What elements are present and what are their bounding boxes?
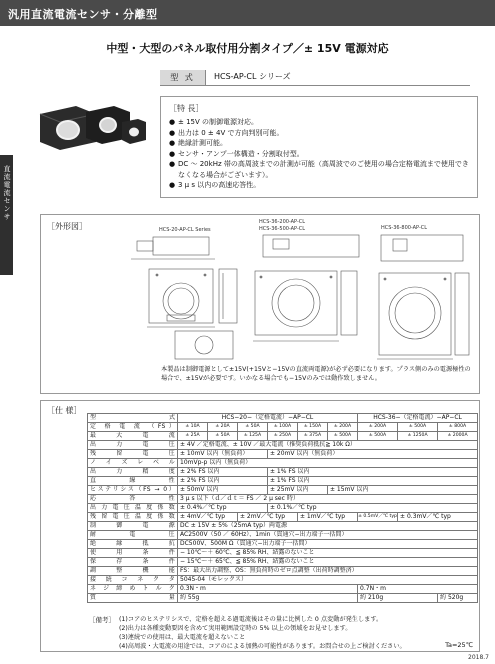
spec-label: 残 留 電 圧 bbox=[88, 450, 178, 459]
spec-label: ノ イ ズ レ ベ ル bbox=[88, 459, 178, 468]
table-cell: ± 150A bbox=[298, 423, 328, 432]
spec-label: ネ ジ 締 め ト ル ク bbox=[88, 585, 178, 594]
table-row bbox=[88, 567, 478, 576]
spec-box bbox=[40, 400, 480, 652]
spec-label: 最 大 電 流 bbox=[88, 432, 178, 441]
table-cell: ± 2mV／℃ typ bbox=[238, 513, 298, 522]
table-cell: ± 50A bbox=[208, 432, 238, 441]
table-row bbox=[88, 531, 478, 540]
table-cell: ± 50A bbox=[238, 423, 268, 432]
spec-label: 出力電圧温度係数 bbox=[88, 504, 178, 513]
outline-caption: HCS-36-200-AP-CL bbox=[259, 219, 306, 225]
table-cell: ± 25mV 以内 bbox=[268, 486, 328, 495]
feature-item: ● ± 15V の制御電源対応。 bbox=[169, 117, 473, 128]
spec-table bbox=[87, 413, 478, 603]
power-note: 本製品は制御電源として±15V(+15Vと−15Vの直流両電源)が必ず必要になります。プラス側のみの電源極性の場合で、±15Vが必要です。いかなる場合でも−15Vのみでは動作致しません。 bbox=[161, 366, 471, 382]
table-row bbox=[88, 522, 478, 531]
table-cell: 10mVp-p 以内（無負荷） bbox=[178, 459, 478, 468]
table-row bbox=[88, 441, 478, 450]
spec-label: 残留電圧温度係数 bbox=[88, 513, 178, 522]
spec-label: 接 続 コ ネ ク タ bbox=[88, 576, 178, 585]
spec-label: 耐 電 圧 bbox=[88, 531, 178, 540]
table-cell: ± 0.3mV／℃ typ bbox=[398, 513, 478, 522]
spec-col-model: 型 式 bbox=[88, 414, 178, 423]
model-label: 型 式 bbox=[160, 70, 206, 85]
remark-item: (2)出力は各種変動要因を含めて実用範囲設定時の 5% 以上の領域をお見せします。 bbox=[119, 625, 352, 632]
table-cell: AC2500V（50 ／ 60Hz）、1min（貫通穴−出力端子一括間） bbox=[178, 531, 478, 540]
spec-label: 調 整 機 能 bbox=[88, 567, 178, 576]
outline-drawing-box bbox=[40, 214, 480, 394]
model-name: HCS-AP-CL シリーズ bbox=[214, 72, 291, 81]
table-cell: ± 2% FS 以内 bbox=[178, 468, 268, 477]
table-row bbox=[88, 423, 478, 432]
table-row bbox=[88, 486, 478, 495]
table-cell: ± 1mV／℃ typ bbox=[298, 513, 358, 522]
spec-label: ヒステリシス（FS → 0） bbox=[88, 486, 178, 495]
product-photo bbox=[36, 92, 148, 154]
table-cell: ± 125A bbox=[238, 432, 268, 441]
table-row bbox=[88, 468, 478, 477]
feature-item: ● 出力は 0 ± 4V で方向判別可能。 bbox=[169, 128, 473, 139]
table-row bbox=[88, 495, 478, 504]
table-cell: ± 0.5mV／℃ typ bbox=[358, 513, 398, 522]
table-cell: ± 800A bbox=[438, 423, 478, 432]
header-band bbox=[0, 0, 495, 26]
table-cell: 5045-04（モレックス） bbox=[178, 576, 478, 585]
outline-caption: HCS-36-800-AP-CL bbox=[381, 225, 428, 231]
spec-label: 直 線 性 bbox=[88, 477, 178, 486]
table-cell: ± 200A bbox=[328, 423, 358, 432]
table-row bbox=[88, 558, 478, 567]
table-row bbox=[88, 594, 478, 603]
side-tab bbox=[0, 155, 13, 275]
remark-item: (1)コアのヒステリシスで、定格を超える過電流後はその量に比例した 0 点変動が発生します。 bbox=[119, 616, 383, 623]
table-cell: DC ± 15V ± 5%（25mA typ）両電源 bbox=[178, 522, 478, 531]
table-cell: ± 0.1%／℃ typ bbox=[268, 504, 478, 513]
spec-label: 制 御 電 源 bbox=[88, 522, 178, 531]
table-cell: 0.3N・m bbox=[178, 585, 358, 594]
spec-label: 使 用 条 件 bbox=[88, 549, 178, 558]
spec-heading: ［仕 様］ bbox=[47, 406, 82, 415]
feature-item: ● センサ・アンプ一体構造・分割取付型。 bbox=[169, 149, 473, 160]
table-cell: FS：最大出力調整、OS：無負荷時のゼロ点調整（出荷時調整済） bbox=[178, 567, 478, 576]
table-cell: ± 100A bbox=[268, 423, 298, 432]
table-cell: 約 210g bbox=[358, 594, 438, 603]
spec-label: 質 量 bbox=[88, 594, 178, 603]
table-cell: DC500V、500M Ω（貫通穴−出力端子一括間） bbox=[178, 540, 478, 549]
feature-item: ● 絶縁計測可能。 bbox=[169, 138, 473, 149]
table-cell: 3 μ s 以下（ｄ／ｄｔ＝ FS ／ 2 μ sec 時） bbox=[178, 495, 478, 504]
table-row bbox=[88, 414, 478, 423]
spec-col-hcs36: HCS-36−（定格電流）−AP−CL bbox=[358, 414, 478, 423]
table-cell: 約 55g bbox=[178, 594, 358, 603]
features-heading: ［特 長］ bbox=[169, 104, 204, 113]
spec-col-hcs20: HCS−20−（定格電流）−AP−CL bbox=[178, 414, 358, 423]
table-row bbox=[88, 540, 478, 549]
table-cell: ± 10mV 以内（無負荷） bbox=[178, 450, 268, 459]
spec-label: 出 力 電 圧 bbox=[88, 441, 178, 450]
spec-label: 応 答 性 bbox=[88, 495, 178, 504]
publish-date: 2018.7 bbox=[468, 654, 489, 661]
table-cell: ± 500A bbox=[328, 432, 358, 441]
spec-label: 出 力 精 度 bbox=[88, 468, 178, 477]
features-box bbox=[160, 96, 478, 198]
table-cell: 0.7N・m bbox=[358, 585, 478, 594]
table-cell: ± 1% FS 以内 bbox=[268, 477, 478, 486]
ambient-temp: Ta=25℃ bbox=[445, 641, 473, 649]
table-row bbox=[88, 576, 478, 585]
outline-heading: ［外形図］ bbox=[47, 222, 87, 231]
feature-item: ● 3 μ s 以内の高速応答性。 bbox=[169, 180, 473, 191]
table-cell: ± 4V ／定格電流、± 10V ／最大電流（推奨負荷抵抗≧ 10k Ω） bbox=[178, 441, 478, 450]
table-row bbox=[88, 549, 478, 558]
table-cell: − 15℃〜＋ 65℃、≦ 85% RH、結露のないこと bbox=[178, 558, 478, 567]
remark-item: (4)高周波・大電流の用途では、コアのによる加熱の可能性があります。お問合せの上ご検討ください。 bbox=[119, 643, 406, 650]
spec-label: 絶 縁 抵 抗 bbox=[88, 540, 178, 549]
table-cell: 約 520g bbox=[438, 594, 478, 603]
table-row bbox=[88, 450, 478, 459]
table-cell: ± 0.4%／℃ typ bbox=[178, 504, 268, 513]
table-cell: ± 500A bbox=[398, 423, 438, 432]
table-cell: − 10℃〜＋ 60℃、≦ 85% RH、結露のないこと bbox=[178, 549, 478, 558]
remarks bbox=[119, 615, 406, 651]
remark-item: (3)連続での使用は、最大電流を超えないこと bbox=[119, 634, 246, 641]
band-title: 汎用直流電流センサ・分離型 bbox=[8, 8, 158, 21]
table-cell: ± 20A bbox=[208, 423, 238, 432]
features-list bbox=[169, 117, 473, 191]
table-cell: ± 375A bbox=[298, 432, 328, 441]
headline: 中型・大型のパネル取付用分割タイプ／± 15V 電源対応 bbox=[106, 42, 389, 55]
table-cell: ± 1250A bbox=[398, 432, 438, 441]
side-tab-label: 直流電流センサ bbox=[3, 165, 11, 221]
table-cell: ± 20mV 以内（無負荷） bbox=[268, 450, 478, 459]
table-row bbox=[88, 585, 478, 594]
table-cell: ± 50mV 以内 bbox=[178, 486, 268, 495]
table-cell: ± 25A bbox=[178, 432, 208, 441]
spec-label: 定 格 電 流 （FS） bbox=[88, 423, 178, 432]
table-row bbox=[88, 432, 478, 441]
feature-item: ● DC 〜 20kHz 帯の高周波までの計測が可能（高周波でのご使用の場合定格電流まで使用できなくなる場合がございます）。 bbox=[169, 159, 473, 180]
model-row bbox=[160, 70, 470, 86]
outline-caption: HCS-20-AP-CL Series bbox=[159, 227, 211, 233]
table-cell: ± 2000A bbox=[438, 432, 478, 441]
outline-caption: HCS-36-500-AP-CL bbox=[259, 226, 306, 232]
table-cell: ± 15mV 以内 bbox=[328, 486, 478, 495]
table-row bbox=[88, 459, 478, 468]
table-cell: ± 500A bbox=[358, 432, 398, 441]
table-row bbox=[88, 504, 478, 513]
table-cell: ± 2% FS 以内 bbox=[178, 477, 268, 486]
table-cell: ± 10A bbox=[178, 423, 208, 432]
table-row bbox=[88, 477, 478, 486]
table-cell: ± 200A bbox=[358, 423, 398, 432]
table-row bbox=[88, 513, 478, 522]
table-cell: ± 250A bbox=[268, 432, 298, 441]
remarks-heading: ［備考］ bbox=[89, 616, 115, 624]
table-cell: ± 4mV／℃ typ bbox=[178, 513, 238, 522]
spec-label: 保 存 条 件 bbox=[88, 558, 178, 567]
table-cell: ± 1% FS 以内 bbox=[268, 468, 478, 477]
